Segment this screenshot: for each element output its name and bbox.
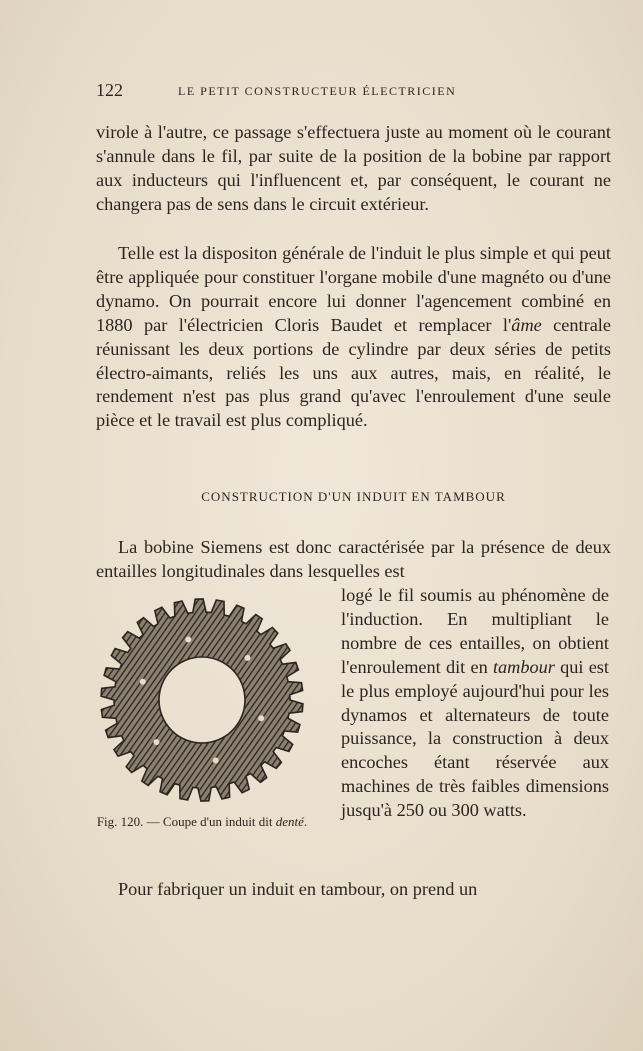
running-title: LE PETIT CONSTRUCTEUR ÉLECTRICIEN bbox=[178, 84, 457, 98]
page-header bbox=[96, 80, 611, 104]
paragraph-2 bbox=[96, 242, 611, 433]
caption-italic: denté bbox=[275, 814, 304, 829]
paragraph-3-text-b: qui est le plus employé aujourd'hui pour les dynamos et alternateurs de toute puissance, la construction à deux encoches étant réservée aux machines de très faibles dimensions jusqu'à 250 ou 300 watts. bbox=[341, 656, 609, 821]
paragraph-3-continued bbox=[341, 584, 609, 823]
section-heading: CONSTRUCTION D'UN INDUIT EN TAMBOUR bbox=[201, 489, 506, 504]
paragraph-1: virole à l'autre, ce passage s'effectuera juste au moment où le courant s'annule dans le fil, par suite de la position de la bobine par rapport aux inducteurs qui l'influencent et, par conséquent, le courant ne changera pas de sens dans le circuit extérieur. bbox=[96, 122, 611, 214]
toothed-armature-illustration bbox=[96, 597, 308, 807]
paragraph-3-text-a: logé le fil soumis au phénomène de l'induction. En multipliant le nombre de ces entailles, on obtient l'enroulement dit en bbox=[341, 585, 609, 677]
rivet-dot bbox=[140, 679, 146, 685]
caption-text-b: . bbox=[303, 814, 308, 829]
paragraph-3: La bobine Siemens est donc caractérisée par la présence de deux entailles longitudinales dans lesquelles est bbox=[96, 537, 611, 581]
paragraph-2-italic: âme bbox=[511, 314, 542, 335]
rivet-dot bbox=[213, 758, 219, 764]
page-number: 122 bbox=[96, 80, 123, 100]
rivet-dot bbox=[185, 637, 191, 643]
figure-toothed-armature bbox=[96, 597, 308, 807]
gear-body bbox=[101, 599, 303, 801]
paragraph-2-text-a: Telle est la dispositon générale de l'induit le plus simple et qui peut être appliquée pour constituer l'organe mobile d'une magnéto ou d'une dynamo. On pourrait encore lui donner l'agencement combiné en 1880 par l'électricien Cloris Baudet et remplacer l' bbox=[96, 243, 611, 335]
figure-caption bbox=[96, 812, 308, 831]
rivet-dot bbox=[258, 715, 264, 721]
rivet-dot bbox=[245, 655, 251, 661]
caption-text-a: Fig. 120. — Coupe d'un induit dit bbox=[96, 814, 276, 829]
paragraph-4: Pour fabriquer un induit en tambour, on prend un bbox=[118, 879, 478, 899]
rivet-dot bbox=[154, 739, 160, 745]
paragraph-2-text-b: centrale réunissant les deux portions de cylindre par deux séries de petits électro-aimants, reliés les uns aux autres, mais, en réalité, le rendement n'est pas plus grand qu'avec l'enroulement d'une seule pièce et le travail est plus compliqué. bbox=[96, 314, 612, 431]
gear-teeth bbox=[101, 599, 303, 801]
paragraph-3-italic: tambour bbox=[492, 656, 555, 677]
